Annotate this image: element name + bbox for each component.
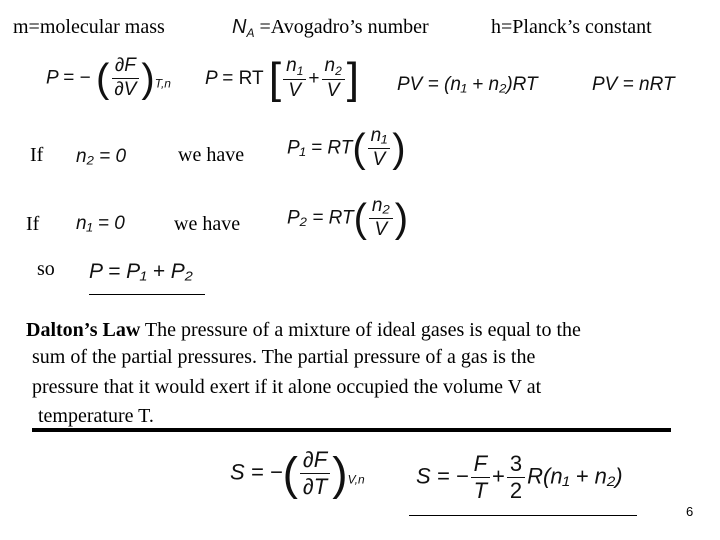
case1-we-have: we have [178, 144, 245, 166]
case2-we-have: we have [174, 213, 241, 235]
case2-result-equation: P₂ = RT( $\frac{\text{n₂}}{V}$ ) [287, 195, 409, 241]
pv-nrt-equation: PV = nRT [592, 74, 675, 95]
section-divider [32, 428, 671, 432]
n2-over-v-fraction: $\frac{n_2}{V}$ [322, 56, 345, 102]
entropy-underline [409, 515, 637, 516]
case2-fraction: $\frac{\text{n₂}}{V}$ [369, 196, 393, 241]
case1-fraction: $\frac{\text{n₁}}{V}$ [368, 126, 391, 171]
equation-underline [89, 294, 205, 295]
entropy-mixture-equation: S = − $\frac{F}{T}$ + $\frac{3}{2}$ R(n₁ + n₂) [416, 451, 623, 504]
case1-if-label: If [30, 144, 44, 166]
entropy-definition-equation: S = −( $\frac{\partial F}{\partial T}$ )$_{V,n}$ [230, 447, 365, 500]
pressure-derivative-fraction: $\frac{\partial F}{\partial V}$ [111, 56, 139, 101]
molecular-mass-definition: m=molecular mass [13, 16, 165, 38]
dalton-law-line-2: sum of the partial pressures. The partial pressure of a gas is the [32, 346, 536, 368]
total-pressure-equation: P = P₁ + P₂ [89, 260, 193, 283]
planck-definition: h=Planck’s constant [491, 16, 652, 38]
dalton-law-line-1: Dalton’s Law The pressure of a mixture of ideal gases is equal to the [26, 319, 581, 341]
dalton-law-line-3: pressure that it would exert if it alone occupied the volume V at [32, 376, 542, 398]
case1-condition: n₂ = 0 [76, 146, 127, 167]
three-halves-fraction: $\frac{3}{2}$ [507, 452, 525, 503]
so-label: so [37, 258, 55, 280]
case2-condition: n₁ = 0 [76, 213, 125, 234]
pv-total-equation: PV = (n₁ + n₂)RT [397, 74, 538, 95]
avogadro-label: =Avogadro’s number [254, 16, 429, 38]
mixture-pressure-equation: P = RT [ $\frac{n_1}{V}$ + $\frac{n_2}{V}$ ] [205, 54, 359, 104]
entropy-derivative-fraction: $\frac{\partial F}{\partial T}$ [300, 448, 330, 499]
page-number: 6 [686, 504, 694, 519]
avogadro-definition [232, 16, 429, 40]
dalton-law-title: Dalton’s Law [26, 319, 141, 341]
n1-over-v-fraction: $\frac{n_1}{V}$ [283, 56, 306, 102]
avogadro-symbol: $N_A$ [232, 16, 255, 40]
case2-if-label: If [26, 213, 40, 235]
dalton-law-line-4: temperature T. [38, 405, 154, 427]
f-over-t-fraction: $\frac{F}{T}$ [471, 452, 490, 503]
pressure-definition-equation: P = − ( $\frac{\partial F}{\partial V}$ )$_{T,n}$ [46, 55, 171, 101]
case1-result-equation: P₁ = RT( $\frac{\text{n₁}}{V}$ ) [287, 125, 406, 171]
